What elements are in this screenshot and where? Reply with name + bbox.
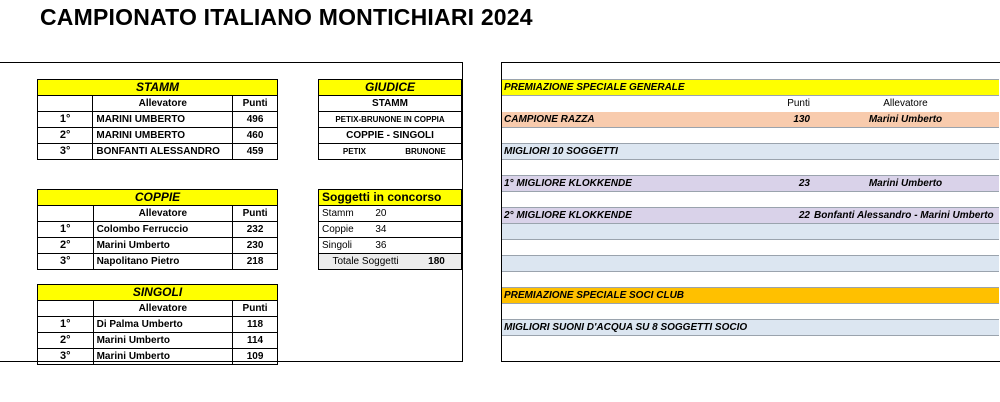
klokkende-1-breeder: Marini Umberto: [812, 176, 999, 192]
points: 496: [233, 112, 278, 128]
position: 1°: [38, 222, 94, 238]
table-row: [38, 222, 278, 238]
klokkende-1-points: 23: [732, 176, 812, 192]
table-row: [38, 144, 278, 160]
breeder: MARINI UMBERTO: [93, 128, 233, 144]
stamm-col-breeder: Allevatore: [93, 96, 233, 112]
soggetti-label: Stamm: [319, 206, 373, 222]
soggetti-heading: Soggetti in concorso: [319, 190, 462, 206]
table-row: [38, 238, 278, 254]
breeder: MARINI UMBERTO: [93, 112, 233, 128]
soggetti-value: 20: [372, 206, 412, 222]
klokkende-2-label: 2° MIGLIORE KLOKKENDE: [502, 208, 732, 224]
stamm-col-points: Punti: [233, 96, 278, 112]
soggetti-label: Singoli: [319, 238, 373, 254]
breeder: Marini Umberto: [93, 333, 233, 349]
giudice-row-stamm: STAMM: [319, 96, 462, 112]
klokkende-1-label: 1° MIGLIORE KLOKKENDE: [502, 176, 732, 192]
coppie-heading: COPPIE: [38, 190, 278, 206]
position: 2°: [38, 128, 93, 144]
table-row: [38, 349, 278, 365]
breeder: Marini Umberto: [93, 238, 233, 254]
position: 3°: [38, 144, 93, 160]
giudice-row-coppie-singoli: COPPIE - SINGOLI: [319, 128, 462, 144]
soggetti-total-label: Totale Soggetti: [319, 254, 413, 270]
giudice-petix: PETIX: [319, 144, 390, 160]
premiazione-soci-heading: PREMIAZIONE SPECIALE SOCI CLUB: [502, 288, 999, 304]
soggetti-value: 34: [372, 222, 412, 238]
position: 1°: [38, 112, 93, 128]
premiazione-generale-heading: PREMIAZIONE SPECIALE GENERALE: [502, 80, 999, 96]
campione-razza-label: CAMPIONE RAZZA: [502, 112, 732, 128]
breeder: Di Palma Umberto: [93, 317, 233, 333]
table-row: [38, 254, 278, 270]
singoli-col-breeder: Allevatore: [93, 301, 233, 317]
breeder: Napolitano Pietro: [93, 254, 233, 270]
singoli-heading: SINGOLI: [38, 285, 278, 301]
table-row: [38, 317, 278, 333]
awards-col-breeder: Allevatore: [883, 98, 928, 109]
breeder: Marini Umberto: [93, 349, 233, 365]
points: 230: [233, 238, 278, 254]
position: 3°: [38, 254, 94, 270]
points: 232: [233, 222, 278, 238]
klokkende-2-breeder: Bonfanti Alessandro - Marini Umberto: [812, 208, 999, 224]
points: 460: [233, 128, 278, 144]
coppie-table: [37, 189, 278, 270]
migliori-10-label: MIGLIORI 10 SOGGETTI: [502, 144, 999, 160]
points: 114: [233, 333, 278, 349]
singoli-table: [37, 284, 278, 365]
breeder: Colombo Ferruccio: [93, 222, 233, 238]
position: 2°: [38, 333, 94, 349]
coppie-col-points: Punti: [233, 206, 278, 222]
campione-razza-breeder: Marini Umberto: [812, 112, 999, 128]
position: 1°: [38, 317, 94, 333]
suoni-acqua-label: MIGLIORI SUONI D'ACQUA SU 8 SOGGETTI SOCIO: [502, 320, 999, 336]
campione-razza-points: 130: [732, 112, 812, 128]
points: 118: [233, 317, 278, 333]
table-row: [38, 128, 278, 144]
stamm-table: [37, 79, 278, 160]
coppie-col-breeder: Allevatore: [93, 206, 233, 222]
points: 459: [233, 144, 278, 160]
soggetti-table: [318, 189, 462, 270]
position: 3°: [38, 349, 94, 365]
singoli-col-points: Punti: [233, 301, 278, 317]
giudice-brunone: BRUNONE: [390, 144, 462, 160]
awards-col-points: Punti: [787, 98, 810, 109]
giudice-row-petix-brunone: PETIX-BRUNONE IN COPPIA: [319, 112, 462, 128]
breeder: BONFANTI ALESSANDRO: [93, 144, 233, 160]
soggetti-total-value: 180: [412, 254, 461, 270]
klokkende-2-points: 22: [732, 208, 812, 224]
table-row: [38, 333, 278, 349]
awards-table: [502, 79, 999, 336]
soggetti-label: Coppie: [319, 222, 373, 238]
points: 218: [233, 254, 278, 270]
soggetti-value: 36: [372, 238, 412, 254]
giudice-table: [318, 79, 462, 160]
page-title: CAMPIONATO ITALIANO MONTICHIARI 2024: [40, 4, 533, 30]
position: 2°: [38, 238, 94, 254]
table-row: [38, 112, 278, 128]
giudice-heading: GIUDICE: [319, 80, 462, 96]
points: 109: [233, 349, 278, 365]
stamm-heading: STAMM: [38, 80, 278, 96]
